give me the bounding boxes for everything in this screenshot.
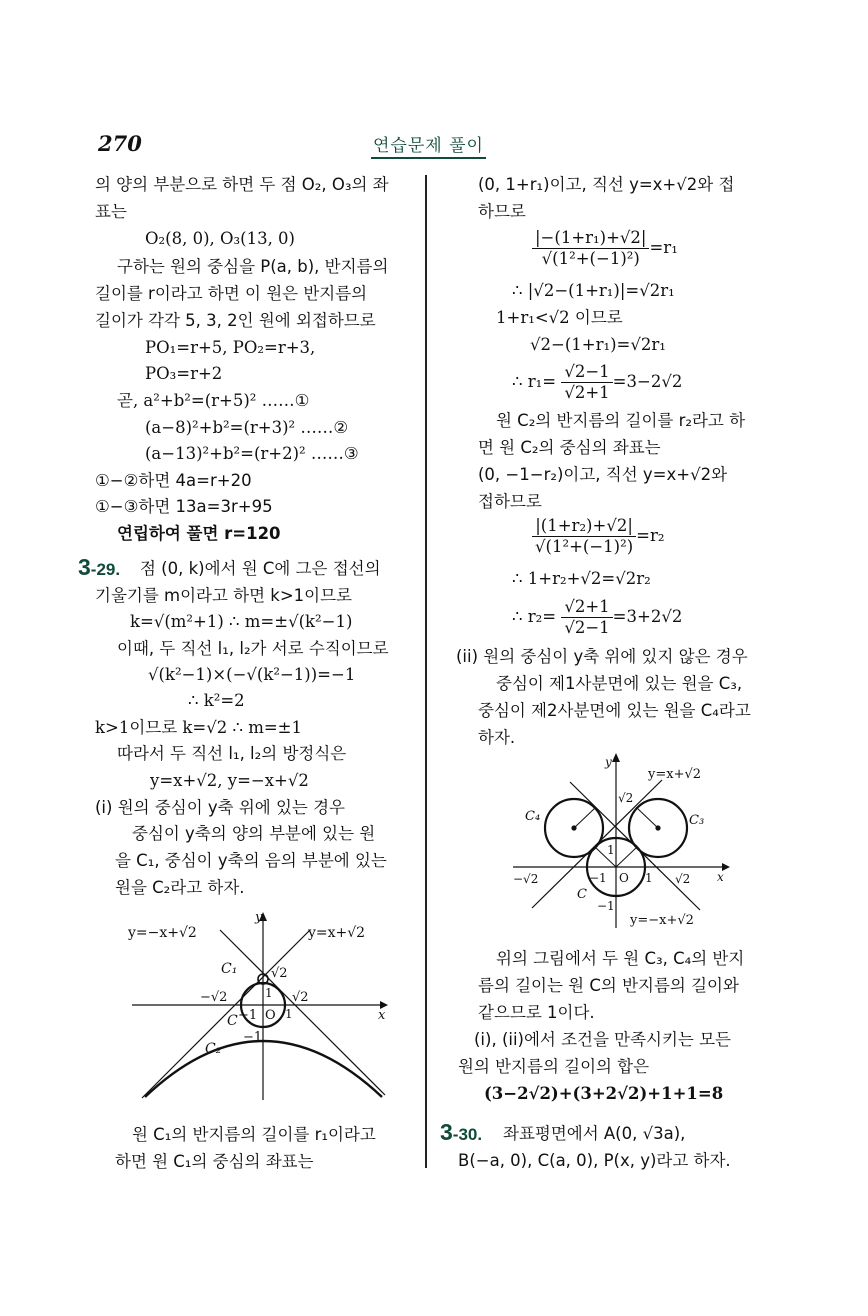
column-divider [425, 175, 427, 1168]
text-line: 기울기를 m이라고 하면 k>1이므로 [95, 586, 352, 605]
math-line: ∴ 1+r₂+√2=√2r₂ [512, 569, 651, 588]
text-line: 하자. [478, 728, 516, 747]
rhs: =r₁ [649, 238, 678, 257]
page-number: 270 [98, 131, 142, 156]
text-line: 중심이 제2사분면에 있는 원을 C₄라고 [478, 701, 751, 720]
svg-text:x: x [717, 870, 724, 884]
math-line: ∴ |√2−(1+r₁)|=√2r₁ [512, 281, 675, 300]
svg-text:O: O [619, 871, 629, 885]
svg-text:√2: √2 [271, 966, 288, 981]
math-line: y=x+√2, y=−x+√2 [150, 771, 309, 790]
text-line: 점 (0, k)에서 원 C에 그은 접선의 [140, 559, 381, 578]
math-line: 1+r₁<√2 이므로 [496, 308, 623, 327]
svg-text:√2: √2 [618, 791, 634, 805]
svg-text:C: C [577, 887, 587, 902]
equation-2: (a−8)²+b²=(r+3)² ……② [145, 418, 349, 437]
math-line: √(k²−1)×(−√(k²−1))=−1 [148, 665, 356, 684]
svg-text:−√2: −√2 [513, 872, 539, 886]
rhs: =3−2√2 [612, 372, 683, 391]
answer-line: 연립하여 풀면 r=120 [117, 524, 281, 543]
text-line: 을 C₁, 중심이 y축의 음의 부분에 있는 [115, 851, 387, 870]
svg-text:C₃: C₃ [689, 813, 705, 828]
svg-text:√2: √2 [292, 990, 309, 1005]
denominator: √2+1 [564, 383, 610, 402]
numerator: |(1+r₂)+√2| [532, 516, 636, 537]
text-line: 원의 반지름의 길이의 합은 [458, 1057, 650, 1076]
svg-text:y=−x+√2: y=−x+√2 [630, 913, 694, 928]
text-line: 이때, 두 직선 l₁, l₂가 서로 수직이므로 [117, 639, 389, 658]
fraction [561, 597, 612, 638]
final-sum: (3−2√2)+(3+2√2)+1+1=8 [484, 1084, 724, 1103]
fraction-equation-r2 [532, 516, 664, 557]
problem-number-minor: -30. [452, 1125, 483, 1144]
lhs: ∴ r₂= [512, 607, 557, 626]
fraction [532, 228, 649, 269]
svg-text:1: 1 [285, 1007, 293, 1021]
fraction [561, 362, 612, 403]
math-line: PO₃=r+2 [145, 364, 223, 383]
text-line: 원 C₁의 반지름의 길이를 r₁이라고 [132, 1125, 376, 1144]
running-title: 연습문제 풀이 [371, 131, 486, 159]
text-line: 구하는 원의 중심을 P(a, b), 반지름의 [117, 257, 389, 276]
svg-text:C₄: C₄ [525, 809, 541, 824]
text-line: (i), (ii)에서 조건을 만족시키는 모든 [474, 1030, 731, 1049]
denominator: √(1²+(−1)²) [535, 537, 634, 556]
text-line: 의 양의 부분으로 하면 두 점 O₂, O₃의 좌 [95, 175, 389, 194]
problem-number-3-29 [78, 556, 120, 581]
text-line: 따라서 두 직선 l₁, l₂의 방정식은 [117, 744, 347, 763]
svg-text:−√2: −√2 [200, 990, 228, 1005]
text-line: 길이를 r이라고 하면 이 원은 반지름의 [95, 284, 368, 303]
svg-text:−1: −1 [243, 1030, 263, 1045]
svg-text:√2: √2 [675, 872, 691, 886]
svg-text:1: 1 [645, 871, 653, 885]
rhs: =3+2√2 [612, 607, 683, 626]
svg-text:−1: −1 [597, 899, 615, 913]
svg-text:y=x+√2: y=x+√2 [308, 925, 366, 941]
problem-number-major: 3 [78, 554, 91, 580]
text-line: (0, −1−r₂)이고, 직선 y=x+√2와 [478, 465, 728, 484]
rhs: =r₂ [636, 526, 665, 545]
svg-text:y: y [255, 910, 263, 925]
figure-tangent-circles-quadrants [505, 750, 745, 930]
text-line: ①−③하면 13a=3r+95 [95, 497, 273, 516]
numerator: |−(1+r₁)+√2| [532, 228, 649, 249]
svg-text:C₂: C₂ [205, 1041, 222, 1057]
text-line: 접하므로 [478, 492, 542, 511]
case-i-heading: (i) 원의 중심이 y축 위에 있는 경우 [95, 798, 345, 817]
math-line: √2−(1+r₁)=√2r₁ [530, 335, 666, 354]
svg-text:−1: −1 [589, 871, 607, 885]
denominator: √(1²+(−1)²) [541, 249, 640, 268]
text-line: 좌표평면에서 A(0, √3a), [503, 1124, 686, 1143]
svg-text:−1: −1 [238, 1008, 258, 1023]
svg-text:y=−x+√2: y=−x+√2 [128, 925, 197, 941]
fraction-equation-r1-result [512, 362, 682, 403]
svg-text:y: y [605, 755, 612, 769]
svg-text:x: x [378, 1008, 386, 1023]
svg-text:C₁: C₁ [221, 961, 238, 977]
text-line: 같으므로 1이다. [478, 1003, 595, 1022]
text-line: 면 원 C₂의 중심의 좌표는 [478, 438, 661, 457]
svg-text:O: O [265, 1008, 276, 1023]
text-line: B(−a, 0), C(a, 0), P(x, y)라고 하자. [458, 1151, 731, 1170]
text-line: 중심이 제1사분면에 있는 원을 C₃, [496, 674, 743, 693]
math-line: O₂(8, 0), O₃(13, 0) [145, 229, 295, 248]
denominator: √2−1 [564, 618, 610, 637]
text-line: 원을 C₂라고 하자. [115, 878, 245, 897]
text-line: 원 C₂의 반지름의 길이를 r₂라고 하 [496, 411, 746, 430]
svg-text:1: 1 [265, 986, 273, 1000]
text-line: 중심이 y축의 양의 부분에 있는 원 [132, 824, 376, 843]
math-line: ∴ k²=2 [188, 691, 245, 710]
text-line: 표는 [95, 202, 127, 221]
case-ii-heading: (ii) 원의 중심이 y축 위에 있지 않은 경우 [456, 647, 748, 666]
numerator: √2+1 [561, 597, 612, 618]
svg-text:1: 1 [607, 843, 615, 857]
fraction [532, 516, 636, 557]
text-line: 위의 그림에서 두 원 C₃, C₄의 반지 [496, 949, 745, 968]
text-line: 길이가 각각 5, 3, 2인 원에 외접하므로 [95, 311, 376, 330]
figure-tangent-circles-on-y-axis [110, 905, 410, 1105]
equation-3: (a−13)²+b²=(r+2)² ……③ [145, 444, 359, 463]
math-line: PO₁=r+5, PO₂=r+3, [145, 338, 316, 357]
problem-number-3-30 [440, 1121, 482, 1146]
svg-text:y=x+√2: y=x+√2 [648, 767, 702, 782]
fraction-equation-r2-result [512, 597, 682, 638]
text-line: (0, 1+r₁)이고, 직선 y=x+√2와 접 [478, 175, 735, 194]
numerator: √2−1 [561, 362, 612, 383]
lhs: ∴ r₁= [512, 372, 557, 391]
math-line: k>1이므로 k=√2 ∴ m=±1 [95, 718, 303, 737]
problem-number-major: 3 [440, 1119, 453, 1145]
text-line: 름의 길이는 원 C의 반지름의 길이와 [478, 976, 739, 995]
text-line: ①−②하면 4a=r+20 [95, 471, 252, 490]
text-line: 하므로 [478, 202, 526, 221]
math-line: k=√(m²+1) ∴ m=±√(k²−1) [130, 612, 353, 631]
svg-text:C: C [227, 1013, 238, 1029]
text-line: 하면 원 C₁의 중심의 좌표는 [115, 1152, 314, 1171]
fraction-equation-r1 [532, 228, 678, 269]
problem-number-minor: -29. [90, 560, 121, 579]
equation-1: 곧, a²+b²=(r+5)² ……① [117, 391, 310, 410]
